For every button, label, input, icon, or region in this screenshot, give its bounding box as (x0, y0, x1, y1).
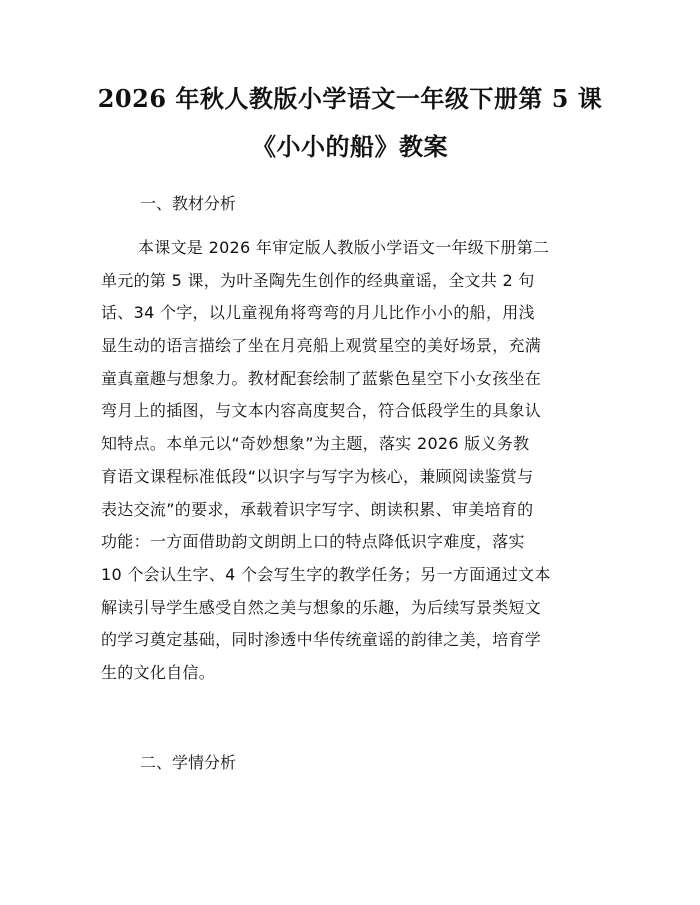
paragraph-line: 表达交流”的要求，承载着识字写字、朗读积累、审美培育的 (101, 499, 534, 519)
paragraph-line: 话、34 个字，以儿童视角将弯弯的月儿比作小小的船，用浅 (101, 303, 535, 323)
paragraph-line: 单元的第 5 课，为叶圣陶先生创作的经典童谣，全文共 2 句 (101, 270, 535, 290)
section-heading-student-analysis: 二、学情分析 (140, 753, 237, 772)
paragraph-line: 弯月上的插图，与文本内容高度契合，符合低段学生的具象认 (101, 401, 542, 421)
paragraph-line: 的学习奠定基础，同时渗透中华传统童谣的韵律之美，培育学 (101, 630, 542, 650)
paragraph-line: 童真童趣与想象力。教材配套绘制了蓝紫色星空下小女孩坐在 (101, 368, 542, 388)
paragraph-line: 本课文是 2026 年审定版人教版小学语文一年级下册第二 (138, 238, 550, 257)
document-title-line-2: 《小小的船》教案 (252, 132, 448, 161)
section-paragraph-textbook-analysis (101, 232, 601, 690)
paragraph-line: 知特点。本单元以“奇妙想象”为主题，落实 2026 版义务教 (101, 434, 530, 454)
document-title-line-1: 2026 年秋人教版小学语文一年级下册第 5 课 (97, 84, 603, 113)
paragraph-line: 显生动的语言描绘了坐在月亮船上观赏星空的美好场景，充满 (101, 336, 542, 356)
paragraph-line: 功能：一方面借助韵文朗朗上口的特点降低识字难度，落实 (101, 532, 525, 552)
paragraph-line: 10 个会认生字、4 个会写生字的教学任务；另一方面通过文本 (101, 564, 551, 584)
paragraph-line: 生的文化自信。 (101, 662, 216, 682)
paragraph-line: 育语文课程标准低段“以识字与写字为核心，兼顾阅读鉴赏与 (101, 466, 534, 486)
section-heading-textbook-analysis: 一、教材分析 (140, 194, 237, 213)
paragraph-line: 解读引导学生感受自然之美与想象的乐趣，为后续写景类短文 (101, 597, 542, 617)
